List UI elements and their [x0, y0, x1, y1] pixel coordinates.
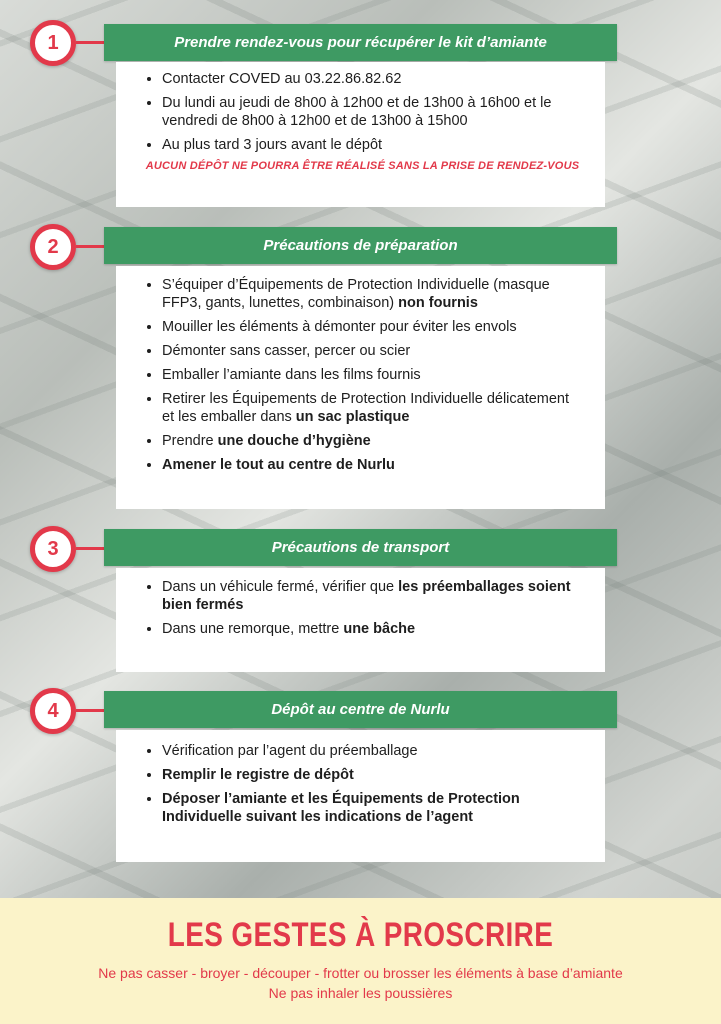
list-item	[162, 276, 585, 312]
item-text: Prendre	[162, 433, 218, 449]
warning-text: AUCUN DÉPÔT NE POURRA ÊTRE RÉALISÉ SANS LA PRISE DE RENDEZ-VOUS	[145, 160, 580, 172]
list-item	[162, 766, 585, 784]
forbidden-actions-line: Ne pas casser - broyer - découper - frotter ou brosser les éléments à base d’amiante	[98, 965, 623, 981]
badge-connector	[76, 709, 106, 712]
step-title-banner	[104, 24, 617, 61]
emphasis-text: les préemballages soient bien fermés	[162, 579, 571, 613]
step-list	[140, 578, 585, 638]
list-item	[162, 456, 585, 474]
item-text: Dans un véhicule fermé, vérifier que	[162, 579, 399, 595]
item-text: Vérification par l’agent du préemballage	[162, 743, 418, 759]
emphasis-text: une bâche	[343, 621, 416, 637]
step-card	[116, 62, 605, 207]
step-number-badge: 2	[30, 224, 76, 270]
item-text: Au plus tard 3 jours avant le dépôt	[162, 137, 383, 153]
forbidden-actions-line: Ne pas inhaler les poussières	[268, 985, 453, 1001]
emphasis-text: Déposer l’amiante et les Équipements de Protection Individuelle suivant les indications de l’agent	[162, 791, 520, 825]
emphasis-text: Remplir le registre de dépôt	[162, 767, 354, 783]
badge-connector	[76, 41, 106, 44]
list-item	[162, 94, 585, 130]
emphasis-text: un sac plastique	[295, 409, 410, 425]
forbidden-actions-title: LES GESTES À PROSCRIRE	[167, 916, 554, 954]
item-text: Contacter COVED au 03.22.86.82.62	[162, 71, 402, 87]
step-number-badge: 4	[30, 688, 76, 734]
badge-connector	[76, 547, 106, 550]
list-item	[162, 318, 585, 336]
list-item	[162, 432, 585, 450]
step-card	[116, 568, 605, 672]
list-item	[162, 70, 585, 88]
step-list	[140, 70, 585, 154]
step-title-banner	[104, 529, 617, 566]
step-title: Dépôt au centre de Nurlu	[271, 701, 450, 718]
item-text: Mouiller les éléments à démonter pour éviter les envols	[162, 319, 517, 335]
step-card	[116, 266, 605, 509]
step-title: Précautions de transport	[271, 539, 450, 556]
item-text: S’équiper d’Équipements de Protection Individuelle (masque FFP3, gants, lunettes, combinaison)	[162, 277, 550, 311]
badge-connector	[76, 245, 106, 248]
item-text: Du lundi au jeudi de 8h00 à 12h00 et de 13h00 à 16h00 et le vendredi de 8h00 à 12h00 et de 13h00 à 15h00	[162, 95, 552, 129]
step-list	[140, 276, 585, 474]
list-item	[162, 742, 585, 760]
step-number-badge: 3	[30, 526, 76, 572]
step-card	[116, 730, 605, 862]
list-item	[162, 578, 585, 614]
list-item	[162, 390, 585, 426]
step-title: Prendre rendez-vous pour récupérer le kit d’amiante	[174, 34, 547, 51]
step-list	[140, 742, 585, 826]
item-text: Démonter sans casser, percer ou scier	[162, 343, 411, 359]
list-item	[162, 620, 585, 638]
forbidden-actions-panel	[0, 898, 721, 1024]
item-text: Emballer l’amiante dans les films fournis	[162, 367, 421, 383]
list-item	[162, 342, 585, 360]
step-title: Précautions de préparation	[263, 237, 458, 254]
step-title-banner	[104, 227, 617, 264]
emphasis-text: Amener le tout au centre de Nurlu	[162, 457, 395, 473]
emphasis-text: une douche d’hygiène	[217, 433, 371, 449]
emphasis-text: non fournis	[398, 295, 478, 311]
item-text: Retirer les Équipements de Protection Individuelle délicatement et les emballer dans	[162, 391, 570, 425]
list-item	[162, 366, 585, 384]
list-item	[162, 790, 585, 826]
item-text: Dans une remorque, mettre	[162, 621, 344, 637]
step-number-badge: 1	[30, 20, 76, 66]
step-title-banner	[104, 691, 617, 728]
list-item	[162, 136, 585, 154]
